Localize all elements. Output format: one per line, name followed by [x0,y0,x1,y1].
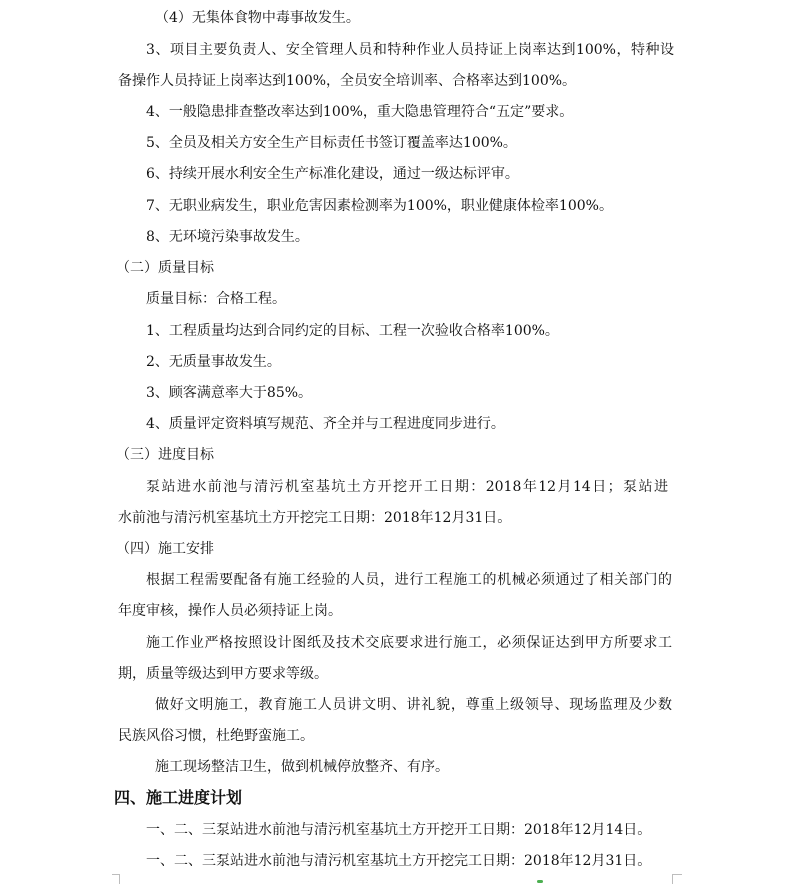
text-line: （4）无集体食物中毒事故发生。 [155,10,360,26]
text-line: 备操作人员持证上岗率达到100%，全员安全培训率、合格率达到100%。 [118,73,577,89]
text-line: 做好文明施工，教育施工人员讲文明、讲礼貌，尊重上级领导、现场监理及少数 [155,697,672,713]
page-corner-mark [672,874,673,884]
text-line: 3、项目主要负责人、安全管理人员和特种作业人员持证上岗率达到100%，特种设 [146,42,674,58]
status-indicator-icon [537,880,543,883]
text-line: 水前池与清污机室基坑土方开挖完工日期：2018年12月31日。 [118,510,512,526]
text-line: 施工现场整洁卫生，做到机械停放整齐、有序。 [155,759,449,775]
section-heading: （二）质量目标 [116,260,214,276]
text-line: 一、二、三泵站进水前池与清污机室基坑土方开挖完工日期：2018年12月31日。 [146,853,652,869]
page-corner-mark [119,874,120,884]
chapter-heading: 四、施工进度计划 [114,788,243,807]
text-line: 4、一般隐患排查整改率达到100%，重大隐患管理符合“五定”要求。 [146,104,574,120]
text-line: 1、工程质量均达到合同约定的目标、工程一次验收合格率100%。 [146,323,559,339]
text-line: 一、二、三泵站进水前池与清污机室基坑土方开挖开工日期：2018年12月14日。 [146,822,652,838]
text-line: 4、质量评定资料填写规范、齐全并与工程进度同步进行。 [146,416,505,432]
text-line: 5、全员及相关方安全生产目标责任书签订覆盖率达100%。 [146,135,517,151]
text-line: 质量目标：合格工程。 [146,291,286,307]
text-line: 施工作业严格按照设计图纸及技术交底要求进行施工，必须保证达到甲方所要求工 [146,635,672,651]
text-line: 7、无职业病发生，职业危害因素检测率为100%，职业健康体检率100%。 [146,198,613,214]
text-line: 民族风俗习惯，杜绝野蛮施工。 [118,728,314,744]
text-line: 3、顾客满意率大于85%。 [146,385,313,401]
section-heading: （三）进度目标 [116,447,214,463]
text-line: 根据工程需要配备有施工经验的人员，进行工程施工的机械必须通过了相关部门的 [146,572,672,588]
text-line: 泵站进水前池与清污机室基坑土方开挖开工日期：2018年12月14日；泵站进 [146,479,668,495]
text-line: 6、持续开展水利安全生产标准化建设，通过一级达标评审。 [146,166,519,182]
text-line: 年度审核，操作人员必须持证上岗。 [118,603,342,619]
section-heading: （四）施工安排 [116,541,214,557]
page-corner-mark [672,874,682,883]
text-line: 2、无质量事故发生。 [146,354,281,370]
text-line: 期，质量等级达到甲方要求等级。 [118,666,328,682]
text-line: 8、无环境污染事故发生。 [146,229,309,245]
